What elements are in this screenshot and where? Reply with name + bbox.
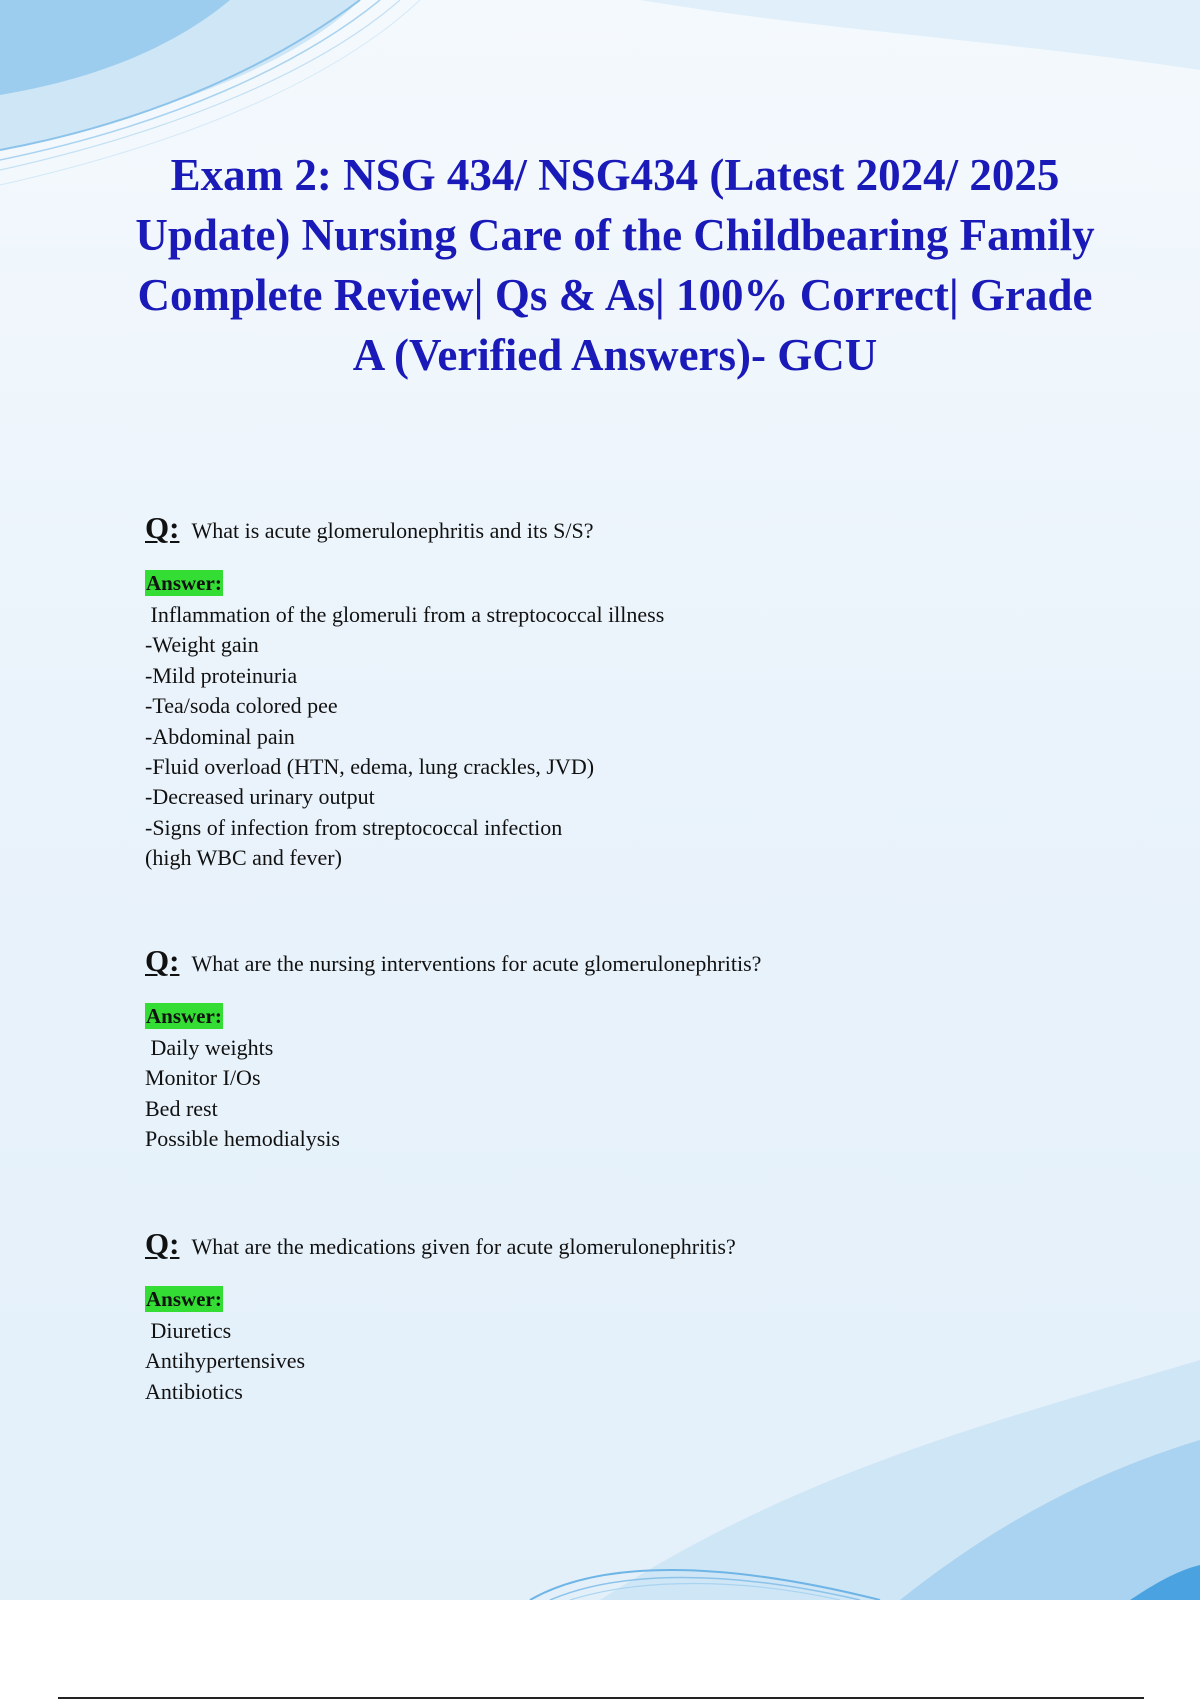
answer-line: -Weight gain bbox=[145, 632, 259, 658]
document-title: Exam 2: NSG 434/ NSG434 (Latest 2024/ 2025 Update) Nursing Care of the Childbearing Family Complete Review| Qs & As| 100% Correct| Grade A (Verified Answers)- GCU bbox=[135, 150, 1095, 380]
qa-item bbox=[145, 943, 1095, 1155]
answer-line: Antihypertensives bbox=[145, 1348, 306, 1374]
question-text: What are the nursing interventions for acute glomerulonephritis? bbox=[191, 951, 762, 976]
answer-line: Antibiotics bbox=[145, 1378, 243, 1404]
question-label: Q: bbox=[145, 510, 180, 545]
answer-line: Monitor I/Os bbox=[145, 1065, 261, 1091]
question-label: Q: bbox=[145, 1226, 180, 1261]
answer-line: -Mild proteinuria bbox=[145, 662, 298, 688]
answer-line: -Signs of infection from streptococcal infection bbox=[145, 814, 563, 840]
question-text: What are the medications given for acute glomerulonephritis? bbox=[191, 1234, 736, 1259]
answer-line: Possible hemodialysis bbox=[145, 1126, 340, 1152]
qa-item bbox=[145, 1226, 1095, 1407]
answer-line: (high WBC and fever) bbox=[145, 845, 342, 871]
answer-line: -Decreased urinary output bbox=[145, 784, 375, 810]
answer-list bbox=[145, 1316, 1095, 1407]
answer-line: Inflammation of the glomeruli from a streptococcal illness bbox=[145, 602, 665, 627]
answer-line: -Fluid overload (HTN, edema, lung crackles, JVD) bbox=[145, 754, 595, 780]
answer-list bbox=[145, 1033, 1095, 1155]
footer-divider bbox=[58, 1697, 1144, 1699]
answer-label: Answer: bbox=[146, 571, 222, 595]
question bbox=[145, 1226, 1095, 1262]
answer-line: Bed rest bbox=[145, 1095, 218, 1121]
answer-label: Answer: bbox=[146, 1287, 222, 1311]
answer-list bbox=[145, 600, 1095, 874]
question bbox=[145, 510, 1095, 546]
question-label: Q: bbox=[145, 943, 180, 978]
answer-line: Diuretics bbox=[145, 1318, 232, 1343]
answer-line: Daily weights bbox=[145, 1035, 274, 1060]
question bbox=[145, 943, 1095, 979]
answer-line: -Abdominal pain bbox=[145, 723, 295, 749]
qa-item bbox=[145, 510, 1095, 874]
question-text: What is acute glomerulonephritis and its S/S? bbox=[191, 518, 594, 543]
answer-label: Answer: bbox=[146, 1004, 222, 1028]
answer-line: -Tea/soda colored pee bbox=[145, 693, 338, 719]
